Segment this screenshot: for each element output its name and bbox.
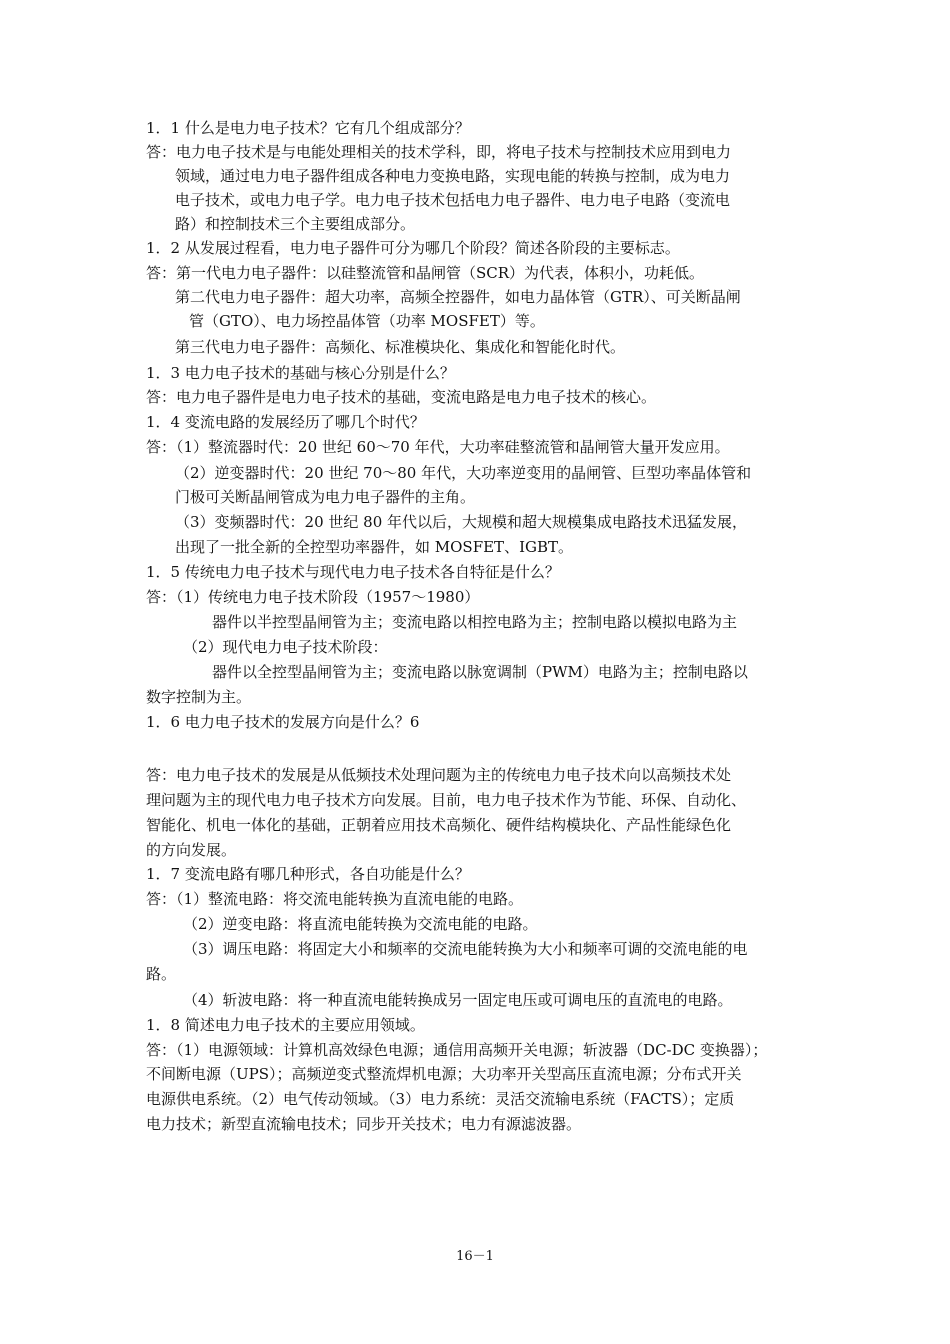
answer-line: 数字控制为主。 (146, 688, 252, 706)
answer-line: 路。 (146, 965, 177, 983)
answer-line: （3）调压电路：将固定大小和频率的交流电能转换为大小和频率可调的交流电能的电 (183, 940, 748, 958)
answer-line: 理问题为主的现代电力电子技术方向发展。目前，电力电子技术作为节能、环保、自动化、 (146, 791, 747, 809)
answer-line: 智能化、机电一体化的基础，正朝着应用技术高频化、硬件结构模块化、产品性能绿色化 (146, 816, 732, 834)
answer-line: 管（GTO）、电力场控晶体管（功率 MOSFET）等。 (189, 312, 545, 330)
answer-line: 答：电力电子技术是与电能处理相关的技术学科，即，将电子技术与控制技术应用到电力 (146, 143, 732, 161)
answer-line: 答：（1）整流器时代：20 世纪 60～70 年代，大功率硅整流管和晶闸管大量开发应用。 (146, 438, 730, 456)
page-number: 16－1 (456, 1249, 494, 1264)
question-1-2: 1．2 从发展过程看，电力电子器件可分为哪几个阶段？简述各阶段的主要标志。 (146, 239, 680, 257)
answer-line: 答：第一代电力电子器件：以硅整流管和晶闸管（SCR）为代表，体积小，功耗低。 (146, 264, 705, 282)
answer-line: 出现了一批全新的全控型功率器件，如 MOSFET、IGBT。 (175, 538, 574, 556)
answer-line: （4）斩波电路：将一种直流电能转换成另一固定电压或可调电压的直流电的电路。 (183, 991, 733, 1009)
answer-line: （2）逆变器时代：20 世纪 70～80 年代，大功率逆变用的晶闸管、巨型功率晶体管和 (175, 464, 752, 482)
answer-line: 答：（1）整流电路：将交流电能转换为直流电能的电路。 (146, 890, 524, 908)
answer-line: 答：（1）电源领域：计算机高效绿色电源；通信用高频开关电源；斩波器（DC-DC 变换器）； (146, 1041, 768, 1059)
answer-line: 答：电力电子技术的发展是从低频技术处理问题为主的传统电力电子技术向以高频技术处 (146, 766, 732, 784)
answer-line: 不间断电源（UPS）；高频逆变式整流焊机电源；大功率开关型高压直流电源；分布式开关 (146, 1065, 742, 1083)
answer-line: 答：电力电子器件是电力电子技术的基础，变流电路是电力电子技术的核心。 (146, 388, 657, 406)
answer-line: 器件以全控型晶闸管为主；变流电路以脉宽调制（PWM）电路为主；控制电路以 (212, 663, 748, 681)
question-1-3: 1．3 电力电子技术的基础与核心分别是什么？ (146, 364, 455, 382)
answer-line: 电力技术；新型直流输电技术；同步开关技术；电力有源滤波器。 (146, 1115, 582, 1133)
answer-line: （2）现代电力电子技术阶段： (183, 638, 388, 656)
answer-line: 领域，通过电力电子器件组成各种电力变换电路，实现电能的转换与控制，成为电力 (175, 167, 731, 185)
question-1-1: 1．1 什么是电力电子技术？它有几个组成部分？ (146, 119, 470, 137)
answer-line: 电源供电系统。（2）电气传动领域。（3）电力系统：灵活交流输电系统（FACTS）；定质 (146, 1090, 735, 1108)
answer-line: 第三代电力电子器件：高频化、标准模块化、集成化和智能化时代。 (175, 338, 626, 356)
answer-line: 路）和控制技术三个主要组成部分。 (175, 215, 416, 233)
answer-line: 门极可关断晶闸管成为电力电子器件的主角。 (175, 488, 476, 506)
question-1-5: 1．5 传统电力电子技术与现代电力电子技术各自特征是什么？ (146, 563, 560, 581)
answer-line: 器件以半控型晶闸管为主；变流电路以相控电路为主；控制电路以模拟电路为主 (212, 613, 738, 631)
question-1-6: 1．6 电力电子技术的发展方向是什么？6 (146, 713, 420, 731)
answer-line: 的方向发展。 (146, 841, 237, 859)
answer-line: 第二代电力电子器件：超大功率，高频全控器件，如电力晶体管（GTR）、可关断晶闸 (175, 288, 741, 306)
question-1-8: 1．8 简述电力电子技术的主要应用领域。 (146, 1016, 425, 1034)
question-1-4: 1．4 变流电路的发展经历了哪几个时代？ (146, 413, 425, 431)
question-1-7: 1．7 变流电路有哪几种形式，各自功能是什么？ (146, 865, 470, 883)
answer-line: （3）变频器时代：20 世纪 80 年代以后，大规模和超大规模集成电路技术迅猛发展， (175, 513, 748, 531)
answer-line: 答：（1）传统电力电子技术阶段（1957～1980） (146, 588, 480, 606)
answer-line: （2）逆变电路：将直流电能转换为交流电能的电路。 (183, 915, 538, 933)
answer-line: 电子技术，或电力电子学。电力电子技术包括电力电子器件、电力电子电路（变流电 (175, 191, 731, 209)
